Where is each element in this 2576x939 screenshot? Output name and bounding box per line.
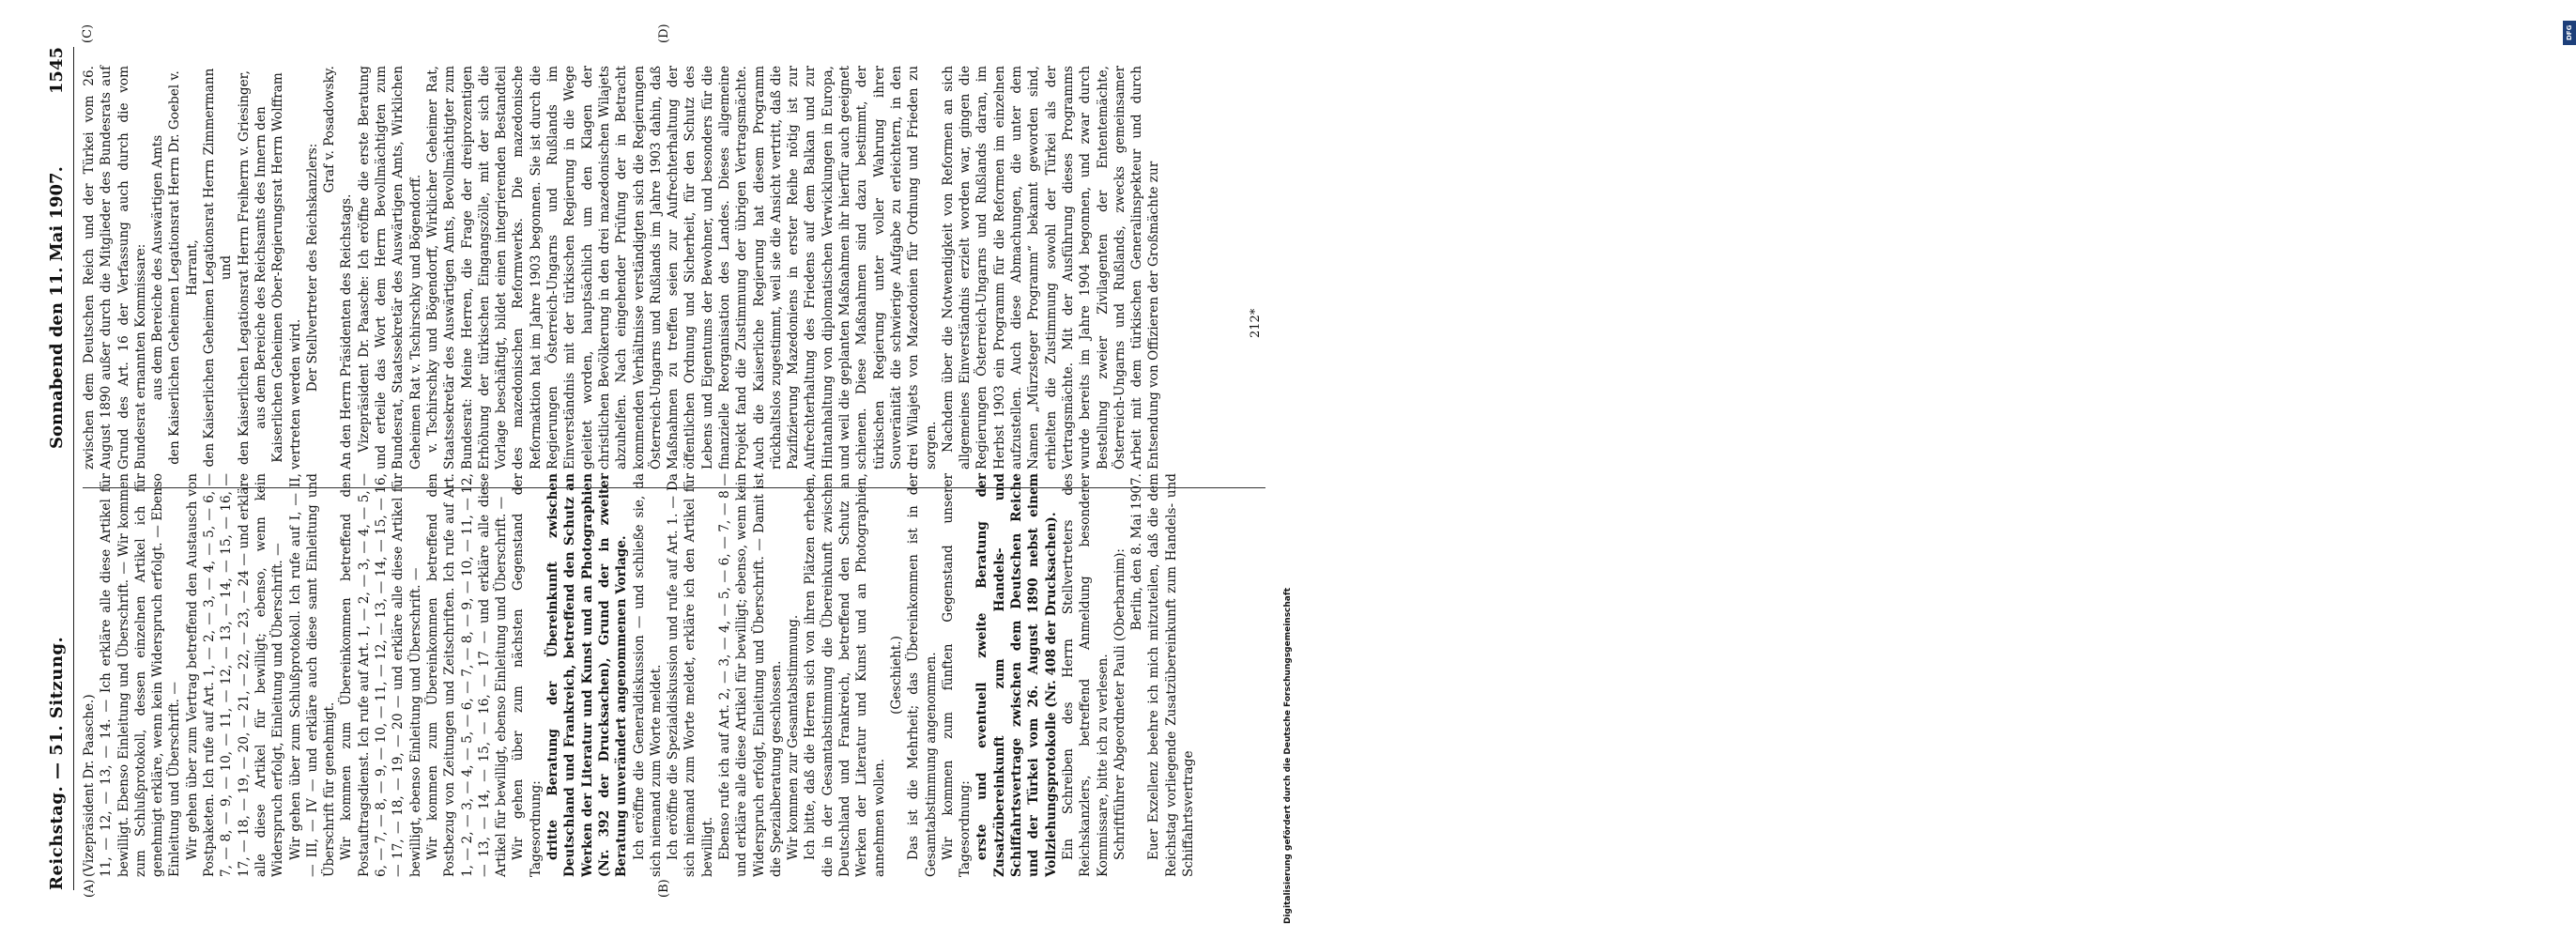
right-column — [81, 66, 1163, 470]
dfg-logo: DFG — [2563, 21, 2576, 45]
list-item: den Kaiserlichen Geheimen Legationsrat Herrn Zimmermann und — [202, 68, 235, 468]
paragraph: vertreten werden wird. — [287, 318, 303, 470]
speaker-note: (Vizepräsident Dr. Paasche.) — [82, 694, 97, 877]
margin-mark-c: (C) — [81, 23, 95, 43]
paragraph: Ein Schreiben des Herrn Stellvertreters des Reichskanzlers, betreffend Anmeldung besonderer Kommissare, bitte ich zu verlesen. — [1060, 473, 1111, 877]
column-divider — [83, 487, 1265, 488]
paragraph: zwischen dem Deutschen Reich und der Türkei vom 26. August 1890 außer durch die Mitglieder des Bundesrats auf Grund des Art. 16 der Verfassung auch durch die vom Bundesrat ernannten Kommissare: — [82, 66, 148, 470]
margin-mark-a: (A) — [83, 879, 97, 898]
paragraph: Wir kommen zum Übereinkommen betreffend den Postbezug von Zeitungen und Zeitschriften. Ich rufe auf Art. 1, — 2, — 3, — 4, — 5, — 6, — 7, — 8, — 9, — 10, — 11, — 12, — 13, — 14, — 15, — 16, — 17 — und erkläre alle diese Artikel für bewilligt, ebenso Einleitung und Überschrift. — — [424, 473, 510, 877]
paragraph: Wir kommen zum Übereinkommen betreffend den Postauftragsdienst. Ich rufe auf Art. 1, — 2, — 3, — 4, — 5, — 6, — 7, — 8, — 9, — 10, — 11, — 12, — 13, — 14, — 15, — 16, — 17, — 18, — 19, — 20 — und erkläre alle diese Artikel für bewilligt, ebenso Einleitung und Überschrift. — — [339, 473, 423, 877]
margin-mark-b: (B) — [657, 879, 671, 898]
paragraph: Ich eröffne die Generaldiskussion — und schließe sie, da sich niemand zum Worte meldet. — [631, 473, 664, 877]
stage-note: (Geschieht.) — [888, 636, 904, 715]
page-header — [45, 47, 74, 890]
paragraph: Nachdem über die Notwendigkeit von Reformen an sich allgemeines Einverständnis erzielt worden war, gingen die Regierungen Österreich-Ungarns und Rußlands daran, im Herbst 1903 ein Programm für die Reformen im einzelnen aufzustellen. Auch diese Abmachungen, die unter dem Namen „Mürzsteger Programm“ bekannt geworden sind, erhielten die Zustimmung sowohl der Türkei als der Vertragsmächte. Mit der Ausführung dieses Programms wurde bereits im Jahre 1904 begonnen, und zwar durch Bestellung zweier Zivilagenten der Ententemächte, Österreich-Ungarns und Rußlands, zwecks gemeinsamer Arbeit mit dem türkischen Generalinspekteur und durch Entsendung von Offizieren der Großmächte zur — [940, 66, 1162, 470]
signature-name: Graf v. Posadowsky. — [322, 66, 338, 193]
letter-date: Berlin, den 8. Mai 1907. — [1129, 473, 1145, 631]
paragraph: Das ist die Mehrheit; das Übereinkommen ist in der Gesamtabstimmung angenommen. — [906, 473, 939, 877]
paragraph: Wir kommen zur Gesamtabstimmung. — [786, 614, 802, 860]
paragraph: Ich eröffne die Spezialdiskussion und rufe auf Art. 1. — Da sich niemand zum Worte meldet, erkläre ich den Artikel für bewilligt. — [666, 473, 715, 877]
header-date: Sonnabend den 11. Mai 1907. — [47, 166, 67, 449]
signature-title: Der Stellvertreter des Reichskanzlers: — [304, 143, 320, 393]
list-item: den Kaiserlichen Legationsrat Herrn Freiherrn v. Griesinger, — [236, 70, 252, 465]
paragraph: Ebenso rufe ich auf Art. 2, — 3, — 4, — 5, — 6, — 7, — 8 — und erkläre alle diese Artikel für bewilligt; ebenso, wenn kein Widerspruch erfolgt, Einleitung und Überschrift. — Damit ist die Spezialberatung geschlossen. — [716, 473, 784, 877]
paragraph: Ich bitte, daß die Herren sich von ihren Plätzen erheben, die in der Gesamtabstimmung die Übereinkunft zwischen Deutschland und Frankreich, betreffend den Schutz an Werken der Literatur und Kunst und an Photographien, annehmen wollen. — [803, 473, 887, 877]
paragraph: Wir gehen über zum Vertrag betreffend den Austausch von Postpaketen. Ich rufe auf Art. 1, — 2, — 3, — 4, — 5, — 6, — 7, — 8, — 9, — 10, — 11, — 12, — 13, — 14, — 15, — 16, — 17, — 18, — 19, — 20, — 21, — 22, — 23, — 24 — und erkläre alle diese Artikel für bewilligt; ebenso, wenn kein Widerspruch erfolgt, Einleitung und Überschrift. — — [184, 473, 286, 877]
paragraph: 11, — 12, — 13, — 14. — Ich erkläre alle diese Artikel für bewilligt. Ebenso Einleitung und Überschrift. — Wir kommen zum Schlußprotokoll, dessen einzelnen Artikel ich für genehmigt erkläre, wenn kein Widerspruch erfolgt. — Ebenso Einleitung und Überschrift. — — [99, 473, 183, 877]
speaker-line: Schriftführer Abgeordneter Pauli (Oberbarnim): — [1112, 548, 1127, 860]
header-session: Reichstag. — 51. Sitzung. — [47, 636, 67, 890]
left-column — [81, 473, 1197, 877]
paragraph: Wir gehen über zum Schlußprotokoll. Ich rufe auf I, — II, — III, — IV — und erkläre auch diese samt Einleitung und Überschrift für genehmigt. — [287, 473, 338, 877]
list-heading: aus dem Bereiche des Auswärtigen Amts — [150, 134, 166, 401]
paragraph: Wir gehen über zum nächsten Gegenstand der Tagesordnung: — [511, 473, 544, 877]
funding-notice: Digitalisierung gefördert durch die Deutsche Forschungsgemeinschaft — [1283, 587, 1293, 924]
paragraph: Euer Exzellenz beehre ich mich mitzuteilen, daß die dem Reichstag vorliegende Zusatzübereinkunft zum Handels- und Schiffahrtsvertrage — [1146, 473, 1196, 877]
margin-mark-d: (D) — [657, 23, 671, 43]
paragraph: Wir kommen zum fünften Gegenstand unserer Tagesordnung: — [940, 473, 974, 877]
agenda-item: dritte Beratung der Übereinkunft zwischen Deutschland und Frankreich, betreffend den Schutz an Werken der Literatur und Kunst und an Photographien (Nr. 392 der Drucksachen), Grund der in zweiter Beratung unverändert angenommenen Vorlage. — [545, 473, 630, 877]
header-page-number: 1545 — [47, 47, 67, 95]
list-item: aus dem Bereiche des Reichsamts des Innern den Kaiserlichen Geheimen Ober-Regierungsrat Herrn Wolffram — [253, 72, 286, 463]
paragraph: Vizepräsident Dr. Paasche: Ich eröffne die erste Beratung und erteile das Wort dem Herrn Bevollmächtigten zum Bundesrat, Staatssekretär des Auswärtigen Amts, Wirklichen Geheimen Rat v. Tschirschky und Bögendorff. — [356, 66, 423, 470]
paragraph: v. Tschirschky und Bögendorff, Wirklicher Geheimer Rat, Staatssekretär des Auswärtigen Amts, Bevollmächtigter zum Bundesrat: Meine Herren, die Frage der dreiprozentigen Erhöhung der türkischen Eingangszölle, mit der sich die Vorlage beschäftigt, bildet einen integrierenden Bestandteil des mazedonischen Reformwerks. Die mazedonische Reformaktion hat im Jahre 1903 begonnen. Sie ist durch die Regierungen Österreich-Ungarns und Rußlands im Einverständnis mit der türkischen Regierung in die Wege geleitet worden, hauptsächlich um den Klagen der christlichen Bevölkerung in den drei mazedonischen Wilajets abzuhelfen. Nach eingehender Prüfung der in Betracht kommenden Verhältnisse verständigten sich die Regierungen Österreich-Ungarns und Rußlands im Jahre 1903 dahin, daß Maßnahmen zu treffen seien zur Aufrechterhaltung der öffentlichen Ordnung und Sicherheit, für den Schutz des Lebens und Eigentums der Bewohner, und besonders für die finanzielle Reorganisation des Landes. Dieses allgemeine Projekt fand die Zustimmung der übrigen Vertragsmächte. Auch die Kaiserliche Regierung hat diesem Programm rückhaltslos zugestimmt, weil sie die Ansicht vertritt, daß die Pazifizierung Mazedoniens in erster Reihe nötig ist zur Aufrechterhaltung des Friedens auf dem Balkan und zur Hintanhaltung von diplomatischen Verwicklungen in Europa, und weil die geplanten Maßnahmen ihr hierfür auch geeignet schienen. Diese Maßnahmen sind dazu bestimmt, der türkischen Regierung unter voller Wahrung ihrer Souveränität die schwierige Aufgabe zu erleichtern, in den drei Wilajets von Mazedonien für Ordnung und Frieden zu sorgen. — [424, 66, 939, 470]
addressee: An den Herrn Präsidenten des Reichstags. — [339, 193, 355, 470]
agenda-item: erste und eventuell zweite Beratung der Zusatzübereinkunft zum Handels- und Schiffahrtsvertrage zwischen dem Deutschen Reiche und der Türkei vom 26. August 1890 nebst einem Vollziehungsprotokolle (Nr. 408 der Drucksachen). — [974, 473, 1059, 877]
signature-mark: 212* — [1249, 308, 1263, 338]
list-item: den Kaiserlichen Geheimen Legationsrat Herrn Dr. Goebel v. Harrant, — [167, 70, 200, 465]
